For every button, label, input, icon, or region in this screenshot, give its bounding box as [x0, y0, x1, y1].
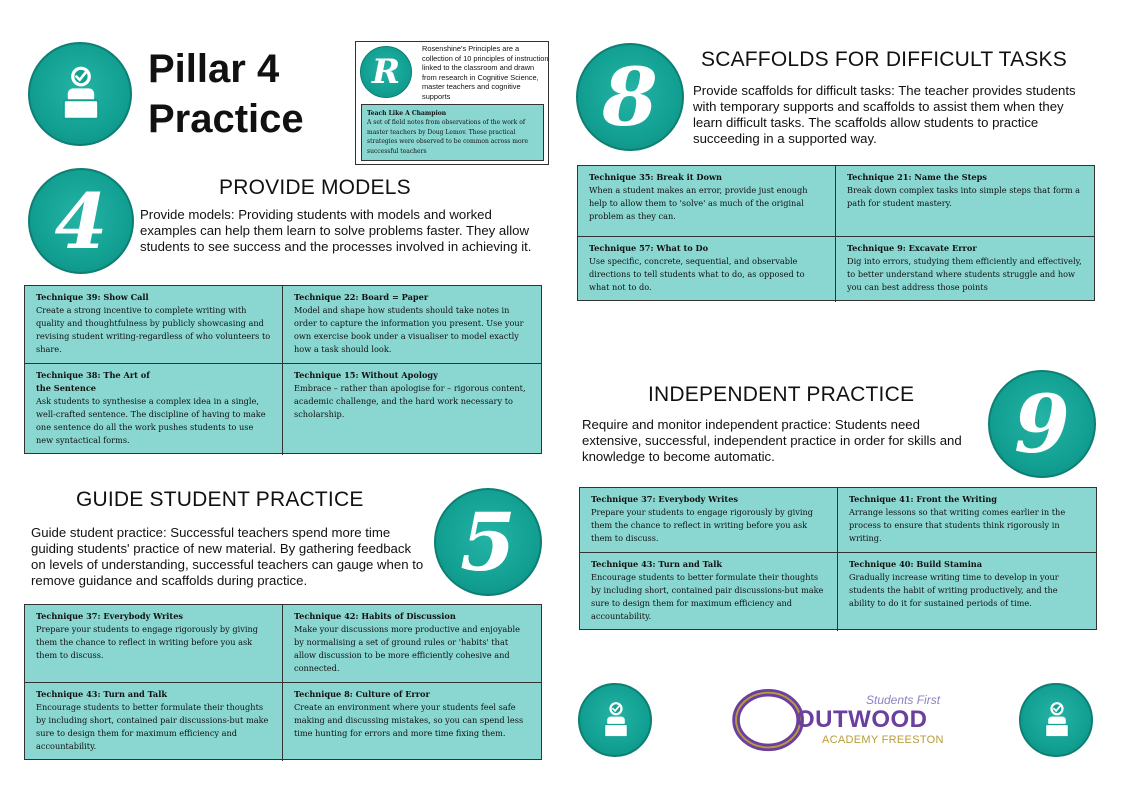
- independent-title: INDEPENDENT PRACTICE: [648, 383, 915, 406]
- technique-title: Technique 57: What to Do: [589, 243, 709, 253]
- independent-body: Require and monitor independent practice: Students need extensive, successful, independent practice in order for skills and knowledge to become automatic.: [582, 417, 962, 464]
- page-title: [148, 44, 304, 144]
- technique-title: Technique 35: Break it Down: [589, 172, 722, 182]
- technique-title: Technique 37: Everybody Writes: [591, 494, 739, 504]
- technique-title: Technique 43: Turn and Talk: [591, 559, 723, 569]
- models-title: PROVIDE MODELS: [219, 176, 411, 199]
- logo-sub: ACADEMY FREESTON: [822, 734, 944, 746]
- technique-desc: Dig into errors, studying them efficiently and effectively, to better understand where students struggle and how you can best address those points: [847, 256, 1082, 292]
- guide-techniques: [24, 604, 542, 760]
- technique-card: [283, 286, 541, 364]
- outwood-logo: [730, 686, 948, 756]
- technique-title: Technique 22: Board = Paper: [294, 292, 429, 302]
- guide-body: Guide student practice: Successful teachers spend more time guiding students' practice of new material. By gathering feedback on levels of understanding, successful teachers can gauge when to remove guidance and scaffolds during practice.: [31, 525, 424, 588]
- technique-desc: Create a strong incentive to complete writing with quality and thoughtfulness by publicly showcasing and revising student writing-regardless of who volunteers to share.: [36, 305, 271, 354]
- student-icon: [48, 60, 114, 130]
- guide-number: 5: [460, 495, 516, 589]
- independent-number-circle: [988, 370, 1096, 478]
- technique-title: Technique 15: Without Apology: [294, 370, 438, 380]
- technique-title: Technique 41: Front the Writing: [849, 494, 998, 504]
- technique-card: [283, 364, 541, 455]
- technique-title: Technique 9: Excavate Error: [847, 243, 977, 253]
- footer-student-icon-right: [1019, 683, 1093, 757]
- technique-card: [283, 605, 541, 683]
- technique-desc: Model and shape how students should take notes in order to capture the information you present. Use your own exercise book under a visualiser to model exactly how a task should look.: [294, 305, 524, 354]
- technique-desc: Make your discussions more productive and enjoyable by normalising a set of ground rules or 'habits' that allow discussion to be more efficiently cohesive and connected.: [294, 624, 520, 673]
- technique-desc: Ask students to synthesise a complex idea in a single, well-crafted sentence. The discipline of having to make one sentence do all the work pushes students to use new syntactical forms.: [36, 396, 266, 445]
- page-title-line1: Pillar 4: [148, 47, 280, 91]
- technique-title: Technique 38: The Art of the Sentence: [36, 370, 150, 393]
- champion-title: Teach Like A Champion: [367, 110, 447, 117]
- technique-card: [25, 364, 283, 455]
- technique-desc: Gradually increase writing time to develop in your students the habit of writing productively, and the ability to do it for sustained periods of time.: [849, 572, 1059, 608]
- technique-card: [25, 605, 283, 683]
- models-number-circle: [28, 168, 134, 274]
- models-techniques: [24, 285, 542, 454]
- technique-card: [836, 166, 1094, 237]
- scaffolds-title: SCAFFOLDS FOR DIFFICULT TASKS: [701, 48, 1067, 71]
- student-icon: [594, 697, 638, 745]
- technique-desc: When a student makes an error, provide just enough help to allow them to 'solve' as much of the original problem as they can.: [589, 185, 808, 221]
- technique-card: [580, 553, 838, 631]
- scaffolds-number-circle: [576, 43, 684, 151]
- technique-card: [838, 553, 1096, 631]
- technique-card: [836, 237, 1094, 302]
- models-body: Provide models: Providing students with models and worked examples can help them learn to solve problems faster. They allow students to see success and the processes involved in achieving it.: [140, 207, 532, 254]
- page-title-line2: Practice: [148, 97, 304, 141]
- scaffolds-techniques: [577, 165, 1095, 301]
- technique-desc: Arrange lessons so that writing comes earlier in the process to ensure that students think rigorously in writing.: [849, 507, 1066, 543]
- champion-text: A set of field notes from observations of the work of master teachers by Doug Lemov. These practical strategies were observed to be common across more successful teachers: [367, 119, 529, 155]
- technique-title: Technique 40: Build Stamina: [849, 559, 983, 569]
- student-icon: [1035, 697, 1079, 745]
- footer-student-icon-left: [578, 683, 652, 757]
- technique-title: Technique 21: Name the Steps: [847, 172, 987, 182]
- technique-desc: Create an environment where your students feel safe making and discussing mistakes, so you can spend less time hunting for errors and more time fixing them.: [294, 702, 524, 738]
- independent-number: 9: [1014, 377, 1070, 471]
- technique-card: [580, 488, 838, 553]
- technique-title: Technique 42: Habits of Discussion: [294, 611, 456, 621]
- technique-card: [25, 683, 283, 761]
- technique-desc: Break down complex tasks into simple steps that form a path for student mastery.: [847, 185, 1081, 208]
- technique-title: Technique 37: Everybody Writes: [36, 611, 184, 621]
- scaffolds-body: Provide scaffolds for difficult tasks: The teacher provides students with temporary supports and scaffolds to assist them when they learn difficult tasks. The scaffolds allow students to practice succeeding in a supported way.: [693, 83, 1076, 146]
- technique-desc: Embrace – rather than apologise for – rigorous content, academic challenge, and the hard work necessary to scholarship.: [294, 383, 526, 419]
- technique-desc: Encourage students to better formulate their thoughts by including short, contained pair discussions-but make sure to design them for maximum efficiency and accountability.: [591, 572, 824, 621]
- technique-desc: Encourage students to better formulate their thoughts by including short, contained pair discussions-but make sure to design them for maximum efficiency and accountability.: [36, 702, 269, 751]
- scaffolds-number: 8: [602, 50, 658, 144]
- technique-desc: Prepare your students to engage rigorously by giving them the chance to reflect in writing before you ask them to discuss.: [36, 624, 259, 660]
- independent-techniques: [579, 487, 1097, 630]
- technique-card: [578, 237, 836, 302]
- champion-box: [361, 104, 544, 161]
- pillar-student-icon-circle: [28, 42, 132, 146]
- models-number: 4: [54, 176, 108, 266]
- technique-title: Technique 8: Culture of Error: [294, 689, 430, 699]
- rosenshine-box: [355, 41, 549, 165]
- guide-number-circle: [434, 488, 542, 596]
- logo-name: OUTWOOD: [796, 706, 928, 733]
- guide-title: GUIDE STUDENT PRACTICE: [76, 488, 364, 511]
- technique-title: Technique 39: Show Call: [36, 292, 149, 302]
- technique-card: [25, 286, 283, 364]
- logo-tagline: Students First: [866, 693, 941, 707]
- rosenshine-logo-letter: R: [371, 52, 401, 92]
- rosenshine-logo: [360, 46, 412, 98]
- technique-title: Technique 43: Turn and Talk: [36, 689, 168, 699]
- technique-card: [838, 488, 1096, 553]
- technique-card: [578, 166, 836, 237]
- technique-desc: Prepare your students to engage rigorously by giving them the chance to reflect in writing before you ask them to discuss.: [591, 507, 814, 543]
- technique-desc: Use specific, concrete, sequential, and observable directions to tell students what to do, as opposed to what not to do.: [589, 256, 805, 292]
- technique-card: [283, 683, 541, 761]
- rosenshine-text: Rosenshine's Principles are a collection of 10 principles of instruction linked to the classroom and drawn from research in Cognitive Science, master teachers and cognitive supports: [422, 44, 549, 101]
